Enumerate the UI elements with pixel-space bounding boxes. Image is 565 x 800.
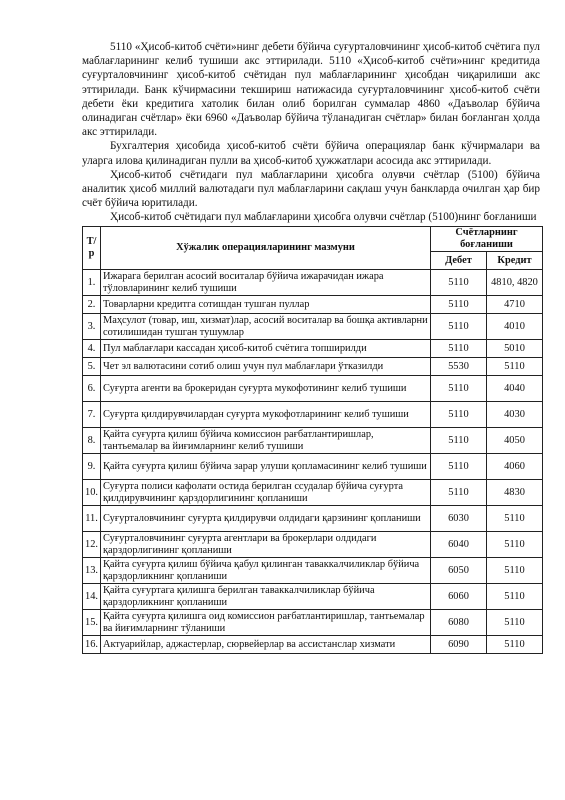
row-credit: 5110 [487, 610, 543, 636]
row-debit: 6050 [431, 558, 487, 584]
row-credit: 4830 [487, 480, 543, 506]
row-debit: 5110 [431, 480, 487, 506]
table-row [83, 270, 543, 296]
row-number: 9. [83, 454, 101, 480]
row-operation: Қайта суғуртага қилишга берилган таваккалчиликлар бўйича қарздорликнинг қопланиши [101, 584, 431, 610]
row-credit: 5110 [487, 584, 543, 610]
accounts-table [82, 226, 543, 655]
row-operation: Актуарийлар, аджастерлар, сюрвейерлар ва ассистанслар хизмати [101, 636, 431, 654]
table-row [83, 402, 543, 428]
row-number: 8. [83, 428, 101, 454]
row-credit: 5010 [487, 340, 543, 358]
row-debit: 5110 [431, 340, 487, 358]
row-operation: Чет эл валютасини сотиб олиш учун пул маблағлари ўтказилди [101, 358, 431, 376]
row-credit: 4050 [487, 428, 543, 454]
row-credit: 4030 [487, 402, 543, 428]
header-debit: Дебет [431, 252, 487, 270]
table-body [83, 270, 543, 654]
row-debit: 5110 [431, 376, 487, 402]
row-number: 5. [83, 358, 101, 376]
row-number: 14. [83, 584, 101, 610]
row-operation: Суғурталовчининг суғурта агентлари ва брокерлари олдидаги қарздорлигининг қопланиши [101, 532, 431, 558]
row-number: 1. [83, 270, 101, 296]
row-number: 7. [83, 402, 101, 428]
row-credit: 4710 [487, 296, 543, 314]
document-page [82, 40, 540, 654]
row-number: 15. [83, 610, 101, 636]
header-relation: Счётларнинг боғланиши [431, 226, 543, 252]
row-number: 13. [83, 558, 101, 584]
row-credit: 5110 [487, 358, 543, 376]
row-credit: 4010 [487, 314, 543, 340]
row-operation: Суғурта қилдирувчилардан суғурта мукофотларининг келиб тушиши [101, 402, 431, 428]
row-debit: 6090 [431, 636, 487, 654]
row-number: 2. [83, 296, 101, 314]
row-debit: 5110 [431, 402, 487, 428]
table-caption: Ҳисоб-китоб счётидаги пул маблағларини ҳисобга олувчи счётлар (5100)нинг боғланиши [110, 211, 537, 224]
row-credit: 4060 [487, 454, 543, 480]
row-number: 3. [83, 314, 101, 340]
row-credit: 5110 [487, 558, 543, 584]
table-row [83, 296, 543, 314]
paragraph-1: 5110 «Ҳисоб-китоб счёти»нинг дебети бўйича суғурталовчининг ҳисоб-китоб счётига пул маблағларининг келиб тушиши акс эттирилади. 5110 «Ҳисоб-китоб счёти»нинг кредитида суғурталовчининг ҳисоб-китоб счётидан пул маблағларининг ҳисобдан чиқарилиши акс эттирилади. Банк кўчирмасини текшириш натижасида суғурталовчининг ҳисоб-китоб счёти дебети ёки кредитига хатолик билан олиб борилган суммалар 4860 «Даъволар бўйича олинадиган счётлар» ёки 6960 «Даъволар бўйича тўланадиган счётлар» билан боғланган ҳолда акс эттирилади. [82, 41, 540, 139]
header-content: Хўжалик операцияларининг мазмуни [101, 226, 431, 270]
header-credit: Кредит [487, 252, 543, 270]
row-credit: 4810, 4820 [487, 270, 543, 296]
row-credit: 4040 [487, 376, 543, 402]
table-row [83, 584, 543, 610]
table-row [83, 454, 543, 480]
row-number: 11. [83, 506, 101, 532]
row-operation: Суғурта полиси кафолати остида берилган ссудалар бўйича суғурта қилдирувчининг қарздорлигининг қопланиши [101, 480, 431, 506]
row-debit: 6060 [431, 584, 487, 610]
row-debit: 5110 [431, 314, 487, 340]
table-row [83, 314, 543, 340]
row-debit: 6040 [431, 532, 487, 558]
row-operation: Қайта суғурта қилишга оид комиссион рағбатлантиришлар, тантьемалар ва йиғимларнинг тўланиши [101, 610, 431, 636]
row-operation: Қайта суғурта қилиш бўйича комиссион рағбатлантиришлар, тантьемалар ва йиғимларнинг келиб тушиши [101, 428, 431, 454]
row-operation: Суғурталовчининг суғурта қилдирувчи олдидаги қарзининг қопланиши [101, 506, 431, 532]
paragraph-3: Ҳисоб-китоб счётидаги пул маблағларини ҳисобга олувчи счётлар (5100) бўйича аналитик ҳисоб миллий валютадаги пул маблағларини сақлаш учун банкларда очилган ҳар бир счёт бўйича юритилади. [82, 168, 540, 210]
row-credit: 5110 [487, 506, 543, 532]
table-row [83, 558, 543, 584]
row-debit: 6030 [431, 506, 487, 532]
row-operation: Қайта суғурта қилиш бўйича зарар улуши қопламасининг келиб тушиши [101, 454, 431, 480]
row-operation: Пул маблағлари кассадан ҳисоб-китоб счётига топширилди [101, 340, 431, 358]
row-credit: 5110 [487, 532, 543, 558]
paragraph-2: Бухгалтерия ҳисобида ҳисоб-китоб счёти бўйича операциялар банк кўчирмалари ва уларга илова қилинадиган пулли ва ҳисоб-китоб ҳужжатлари асосида акс эттирилади. [82, 140, 540, 167]
table-row [83, 358, 543, 376]
table-row [83, 428, 543, 454]
row-debit: 5110 [431, 428, 487, 454]
table-row [83, 506, 543, 532]
table-row [83, 636, 543, 654]
table-row [83, 340, 543, 358]
row-operation: Ижарага берилган асосий воситалар бўйича ижарачидан ижара тўловларининг келиб тушиши [101, 270, 431, 296]
row-debit: 5110 [431, 296, 487, 314]
row-debit: 5110 [431, 270, 487, 296]
row-operation: Қайта суғурта қилиш бўйича қабул қилинган таваккалчиликлар бўйича қарздорликнинг қопланиши [101, 558, 431, 584]
table-row [83, 532, 543, 558]
row-operation: Товарларни кредитга сотишдан тушган пуллар [101, 296, 431, 314]
row-operation: Маҳсулот (товар, иш, хизмат)лар, асосий воситалар ва бошқа активларни сотилишидан тушган тушумлар [101, 314, 431, 340]
row-debit: 5530 [431, 358, 487, 376]
header-num: Т/р [83, 226, 101, 270]
row-number: 6. [83, 376, 101, 402]
table-row [83, 480, 543, 506]
row-number: 4. [83, 340, 101, 358]
row-number: 12. [83, 532, 101, 558]
row-debit: 5110 [431, 454, 487, 480]
row-operation: Суғурта агенти ва брокеридан суғурта мукофотининг келиб тушиши [101, 376, 431, 402]
row-number: 16. [83, 636, 101, 654]
table-row [83, 376, 543, 402]
row-debit: 6080 [431, 610, 487, 636]
table-row [83, 610, 543, 636]
row-credit: 5110 [487, 636, 543, 654]
row-number: 10. [83, 480, 101, 506]
